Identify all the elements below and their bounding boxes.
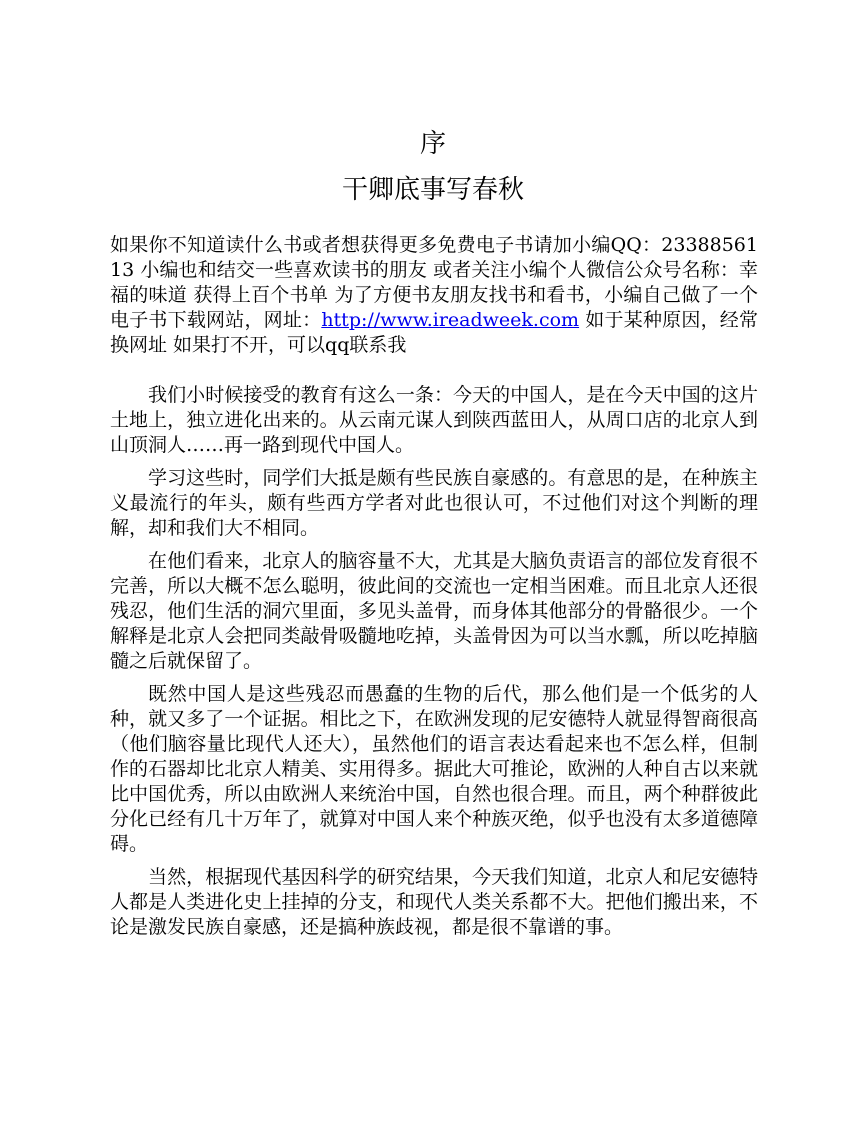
notice-text-2: 如于某种原因，经常换网址 如果打不开，可以qq联系我: [110, 309, 758, 356]
chapter-subtitle: 干卿底事写春秋: [341, 175, 524, 205]
notice-text-1: 如果你不知道读什么书或者想获得更多免费电子书请加小编QQ：2338856113 小编也和结交一些喜欢读书的朋友 或者关注小编个人微信公众号名称：幸福的味道 获得上百个书单 为了方便书友朋友找书和看书，小编自己做了一个电子书下载网站，网址：: [110, 234, 758, 331]
website-link[interactable]: http://www.ireadweek.com: [321, 309, 580, 331]
paragraph: 学习这些时，同学们大抵是颇有些民族自豪感的。有意思的是，在种族主义最流行的年头，颇有些西方学者对此也很认可，不过他们对这个判断的理解，却和我们大不相同。: [110, 467, 758, 539]
paragraph: 既然中国人是这些残忍而愚蠢的生物的后代，那么他们是一个低劣的人种，就又多了一个证据。相比之下，在欧洲发现的尼安德特人就显得智商很高（他们脑容量比现代人还大），虽然他们的语言表达看起来也不怎么样，但制作的石器却比北京人精美、实用得多。据此大可推论，欧洲的人种自古以来就比中国优秀，所以由欧洲人来统治中国，自然也很合理。而且，两个种群彼此分化已经有几十万年了，就算对中国人来个种族灭绝，似乎也没有太多道德障碍。: [110, 683, 758, 855]
download-notice: [110, 233, 758, 358]
paragraph: 在他们看来，北京人的脑容量不大，尤其是大脑负责语言的部位发育很不完善，所以大概不怎么聪明，彼此间的交流也一定相当困难。而且北京人还很残忍，他们生活的洞穴里面，多见头盖骨，而身体其他部分的骨骼很少。一个解释是北京人会把同类敲骨吸髓地吃掉，头盖骨因为可以当水瓢，所以吃掉脑髓之后就保留了。: [110, 550, 758, 672]
paragraph: 当然，根据现代基因科学的研究结果，今天我们知道，北京人和尼安德特人都是人类进化史上挂掉的分支，和现代人类关系都不大。把他们搬出来，不论是激发民族自豪感，还是搞种族歧视，都是很不靠谱的事。: [110, 866, 758, 938]
paragraph: 我们小时候接受的教育有这么一条：今天的中国人，是在今天中国的这片土地上，独立进化出来的。从云南元谋人到陕西蓝田人，从周口店的北京人到山顶洞人……再一路到现代中国人。: [110, 384, 758, 456]
document-body: [110, 233, 758, 940]
chapter-title: 序: [419, 129, 446, 159]
